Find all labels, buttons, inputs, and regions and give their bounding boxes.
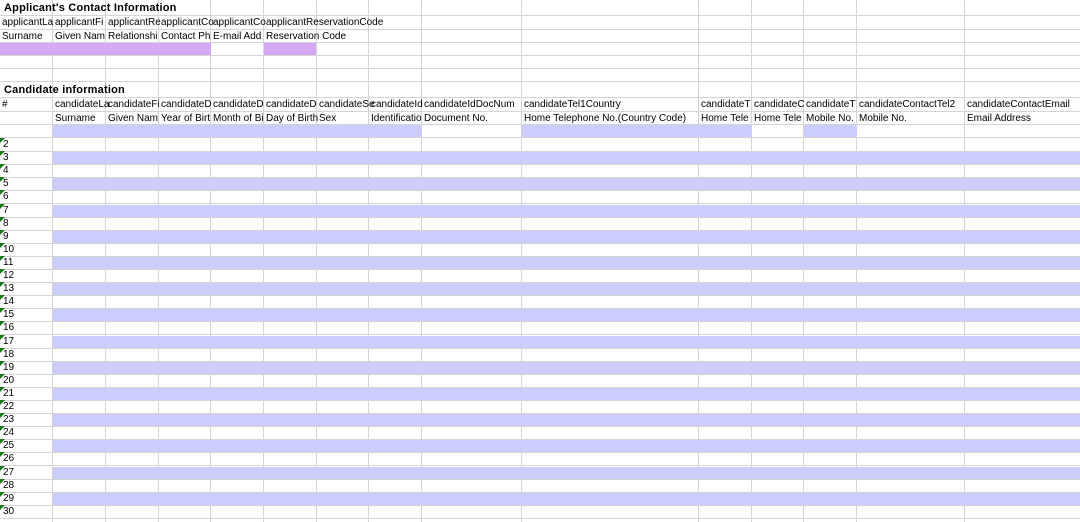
row-number: 24 xyxy=(3,427,15,438)
row-number: 27 xyxy=(3,467,15,478)
comment-marker-icon xyxy=(0,204,5,209)
row-number-cell[interactable] xyxy=(0,452,52,465)
comment-marker-icon xyxy=(0,138,5,143)
applicant-field-id[interactable]: applicantCo xyxy=(213,17,266,28)
row-number: 15 xyxy=(3,309,15,320)
row-highlight xyxy=(53,388,1080,400)
candidate-field-label[interactable]: Day of Birth xyxy=(266,113,319,124)
row-number-cell[interactable] xyxy=(0,138,52,151)
comment-marker-icon xyxy=(0,400,5,405)
row-number-cell[interactable] xyxy=(0,361,52,374)
applicant-field-id[interactable]: applicantCo xyxy=(161,17,214,28)
grid-line xyxy=(0,164,1080,165)
comment-marker-icon xyxy=(0,256,5,261)
row-number: 4 xyxy=(3,165,9,176)
row-number-cell[interactable] xyxy=(0,164,52,177)
grid-line xyxy=(0,81,1080,82)
candidate-field-id[interactable]: candidateContactTel2 xyxy=(859,99,956,110)
row-number-cell[interactable] xyxy=(0,479,52,492)
row-number: 3 xyxy=(3,152,9,163)
applicant-field-id[interactable]: applicantLa xyxy=(2,17,54,28)
candidate-required-cells[interactable] xyxy=(804,125,857,137)
row-number-cell[interactable] xyxy=(0,217,52,230)
candidate-field-id[interactable]: candidateT xyxy=(806,99,856,110)
comment-marker-icon xyxy=(0,151,5,156)
row-number-cell[interactable] xyxy=(0,295,52,308)
grid-line xyxy=(0,400,1080,401)
candidate-field-id[interactable]: candidateSe xyxy=(319,99,375,110)
row-number-cell[interactable] xyxy=(0,466,52,479)
applicant-reservation-input-cell[interactable] xyxy=(264,43,316,55)
grid-line xyxy=(0,348,1080,349)
row-number-cell[interactable] xyxy=(0,308,52,321)
comment-marker-icon xyxy=(0,321,5,326)
candidate-field-id[interactable]: candidateD xyxy=(213,99,264,110)
comment-marker-icon xyxy=(0,479,5,484)
row-highlight xyxy=(53,152,1080,164)
row-highlight xyxy=(53,414,1080,426)
row-number: 14 xyxy=(3,296,15,307)
row-number-cell[interactable] xyxy=(0,387,52,400)
grid-line xyxy=(0,321,1080,322)
applicant-field-label[interactable]: E-mail Add xyxy=(213,31,262,42)
candidate-field-id[interactable]: candidateFi xyxy=(108,99,160,110)
candidate-field-label[interactable]: Home Tele xyxy=(701,113,749,124)
applicant-input-cells[interactable] xyxy=(0,43,211,55)
row-number: 17 xyxy=(3,336,15,347)
applicant-field-label[interactable]: Relationshi xyxy=(108,31,158,42)
comment-marker-icon xyxy=(0,361,5,366)
row-number-cell[interactable] xyxy=(0,151,52,164)
row-number-cell[interactable] xyxy=(0,374,52,387)
comment-marker-icon xyxy=(0,217,5,222)
applicant-field-id[interactable]: applicantFi xyxy=(55,17,104,28)
applicant-field-label[interactable]: Contact Ph xyxy=(161,31,211,42)
row-number-cell[interactable] xyxy=(0,400,52,413)
grid-line xyxy=(0,203,1080,204)
comment-marker-icon xyxy=(0,177,5,182)
row-number-cell[interactable] xyxy=(0,321,52,334)
comment-marker-icon xyxy=(0,348,5,353)
candidate-field-label[interactable]: Surname xyxy=(55,113,96,124)
row-number-cell[interactable] xyxy=(0,243,52,256)
candidate-section-title: Candidate information xyxy=(4,84,125,96)
grid-line xyxy=(0,190,1080,191)
row-number: 6 xyxy=(3,191,9,202)
applicant-section-title: Applicant's Contact Information xyxy=(4,2,177,14)
row-number: 22 xyxy=(3,401,15,412)
row-number-cell[interactable] xyxy=(0,426,52,439)
row-number: 7 xyxy=(3,205,9,216)
row-number-cell[interactable] xyxy=(0,348,52,361)
grid-line xyxy=(0,374,1080,375)
grid-line xyxy=(0,479,1080,480)
comment-marker-icon xyxy=(0,282,5,287)
row-number: 30 xyxy=(3,506,15,517)
grid-line xyxy=(0,505,1080,506)
row-number-cell[interactable] xyxy=(0,177,52,190)
applicant-field-label[interactable]: Reservation Code xyxy=(266,31,347,42)
row-number: 9 xyxy=(3,231,9,242)
row-number: 20 xyxy=(3,375,15,386)
comment-marker-icon xyxy=(0,295,5,300)
row-highlight xyxy=(53,440,1080,452)
comment-marker-icon xyxy=(0,374,5,379)
candidate-field-id[interactable]: candidateT xyxy=(701,99,751,110)
candidate-field-id[interactable]: candidateC xyxy=(754,99,805,110)
row-number: 29 xyxy=(3,493,15,504)
comment-marker-icon xyxy=(0,426,5,431)
row-number-cell[interactable] xyxy=(0,190,52,203)
grid-line xyxy=(0,68,1080,69)
comment-marker-icon xyxy=(0,466,5,471)
row-highlight xyxy=(53,257,1080,269)
row-number: 2 xyxy=(3,139,9,150)
comment-marker-icon xyxy=(0,243,5,248)
comment-marker-icon xyxy=(0,505,5,510)
grid-line xyxy=(0,243,1080,244)
comment-marker-icon xyxy=(0,452,5,457)
candidate-field-id[interactable]: candidateId xyxy=(371,99,423,110)
row-number: 21 xyxy=(3,388,15,399)
row-number-cell[interactable] xyxy=(0,256,52,269)
applicant-field-label[interactable]: Surname xyxy=(2,31,43,42)
row-highlight xyxy=(53,467,1080,479)
comment-marker-icon xyxy=(0,387,5,392)
candidate-field-id[interactable]: candidateD xyxy=(161,99,212,110)
row-number-cell[interactable] xyxy=(0,413,52,426)
row-number-cell[interactable] xyxy=(0,439,52,452)
row-number: 8 xyxy=(3,218,9,229)
grid-line xyxy=(0,452,1080,453)
comment-marker-icon xyxy=(0,413,5,418)
comment-marker-icon xyxy=(0,269,5,274)
row-number: 23 xyxy=(3,414,15,425)
candidate-field-label[interactable]: Email Address xyxy=(967,113,1031,124)
candidate-field-id[interactable]: candidateLa xyxy=(55,99,110,110)
row-highlight xyxy=(53,231,1080,243)
row-highlight xyxy=(53,362,1080,374)
row-number-cell[interactable] xyxy=(0,505,52,518)
grid-line xyxy=(0,55,1080,56)
row-number-cell[interactable] xyxy=(0,269,52,282)
candidate-field-id[interactable]: candidateD xyxy=(266,99,317,110)
row-number-cell[interactable] xyxy=(0,492,52,505)
row-number: 26 xyxy=(3,453,15,464)
row-number-cell[interactable] xyxy=(0,282,52,295)
row-highlight xyxy=(53,309,1080,321)
comment-marker-icon xyxy=(0,492,5,497)
row-highlight xyxy=(53,283,1080,295)
row-highlight xyxy=(53,205,1080,217)
grid-line xyxy=(0,334,1080,335)
row-number: 10 xyxy=(3,244,15,255)
applicant-field-id[interactable]: applicantRe xyxy=(108,17,161,28)
candidate-field-label[interactable]: Home Tele xyxy=(754,113,802,124)
row-number: 13 xyxy=(3,283,15,294)
row-number: 5 xyxy=(3,178,9,189)
applicant-field-label[interactable]: Given Nam xyxy=(55,31,106,42)
comment-marker-icon xyxy=(0,439,5,444)
comment-marker-icon xyxy=(0,335,5,340)
candidate-field-label[interactable]: Sex xyxy=(319,113,337,124)
candidate-required-cells[interactable] xyxy=(53,125,422,137)
candidate-field-label[interactable]: Month of Bi xyxy=(213,113,264,124)
candidate-field-id[interactable]: candidateContactEmail xyxy=(967,99,1070,110)
row-number-cell[interactable] xyxy=(0,230,52,243)
grid-line xyxy=(0,269,1080,270)
row-number-cell[interactable] xyxy=(0,204,52,217)
row-number: 28 xyxy=(3,480,15,491)
candidate-field-label[interactable]: Mobile No. xyxy=(859,113,907,124)
grid-line xyxy=(0,426,1080,427)
grid-line xyxy=(0,518,1080,519)
row-number: 19 xyxy=(3,362,15,373)
candidate-required-cells[interactable] xyxy=(522,125,752,137)
index-column-header[interactable]: # xyxy=(2,99,8,110)
candidate-field-label[interactable]: Identificatio xyxy=(371,113,422,124)
grid-line xyxy=(0,137,1080,138)
row-highlight xyxy=(53,493,1080,505)
row-highlight xyxy=(53,178,1080,190)
comment-marker-icon xyxy=(0,230,5,235)
comment-marker-icon xyxy=(0,164,5,169)
candidate-field-id[interactable]: candidateIdDocNum xyxy=(424,99,515,110)
comment-marker-icon xyxy=(0,190,5,195)
grid-line xyxy=(0,217,1080,218)
grid-line xyxy=(0,295,1080,296)
row-number: 25 xyxy=(3,440,15,451)
row-number: 18 xyxy=(3,349,15,360)
candidate-field-id[interactable]: candidateTel1Country xyxy=(524,99,621,110)
candidate-field-label[interactable]: Document No. xyxy=(424,113,488,124)
comment-marker-icon xyxy=(0,308,5,313)
candidate-field-label[interactable]: Mobile No. xyxy=(806,113,854,124)
candidate-field-label[interactable]: Given Nam xyxy=(108,113,159,124)
candidate-field-label[interactable]: Year of Birt xyxy=(161,113,211,124)
row-number: 12 xyxy=(3,270,15,281)
row-number: 11 xyxy=(3,257,14,268)
grid-line xyxy=(0,465,1080,466)
candidate-field-label[interactable]: Home Telephone No.(Country Code) xyxy=(524,113,687,124)
row-highlight xyxy=(53,336,1080,348)
applicant-field-id[interactable]: applicantReservationCode xyxy=(266,17,384,28)
row-number: 16 xyxy=(3,322,15,333)
row-number-cell[interactable] xyxy=(0,335,52,348)
